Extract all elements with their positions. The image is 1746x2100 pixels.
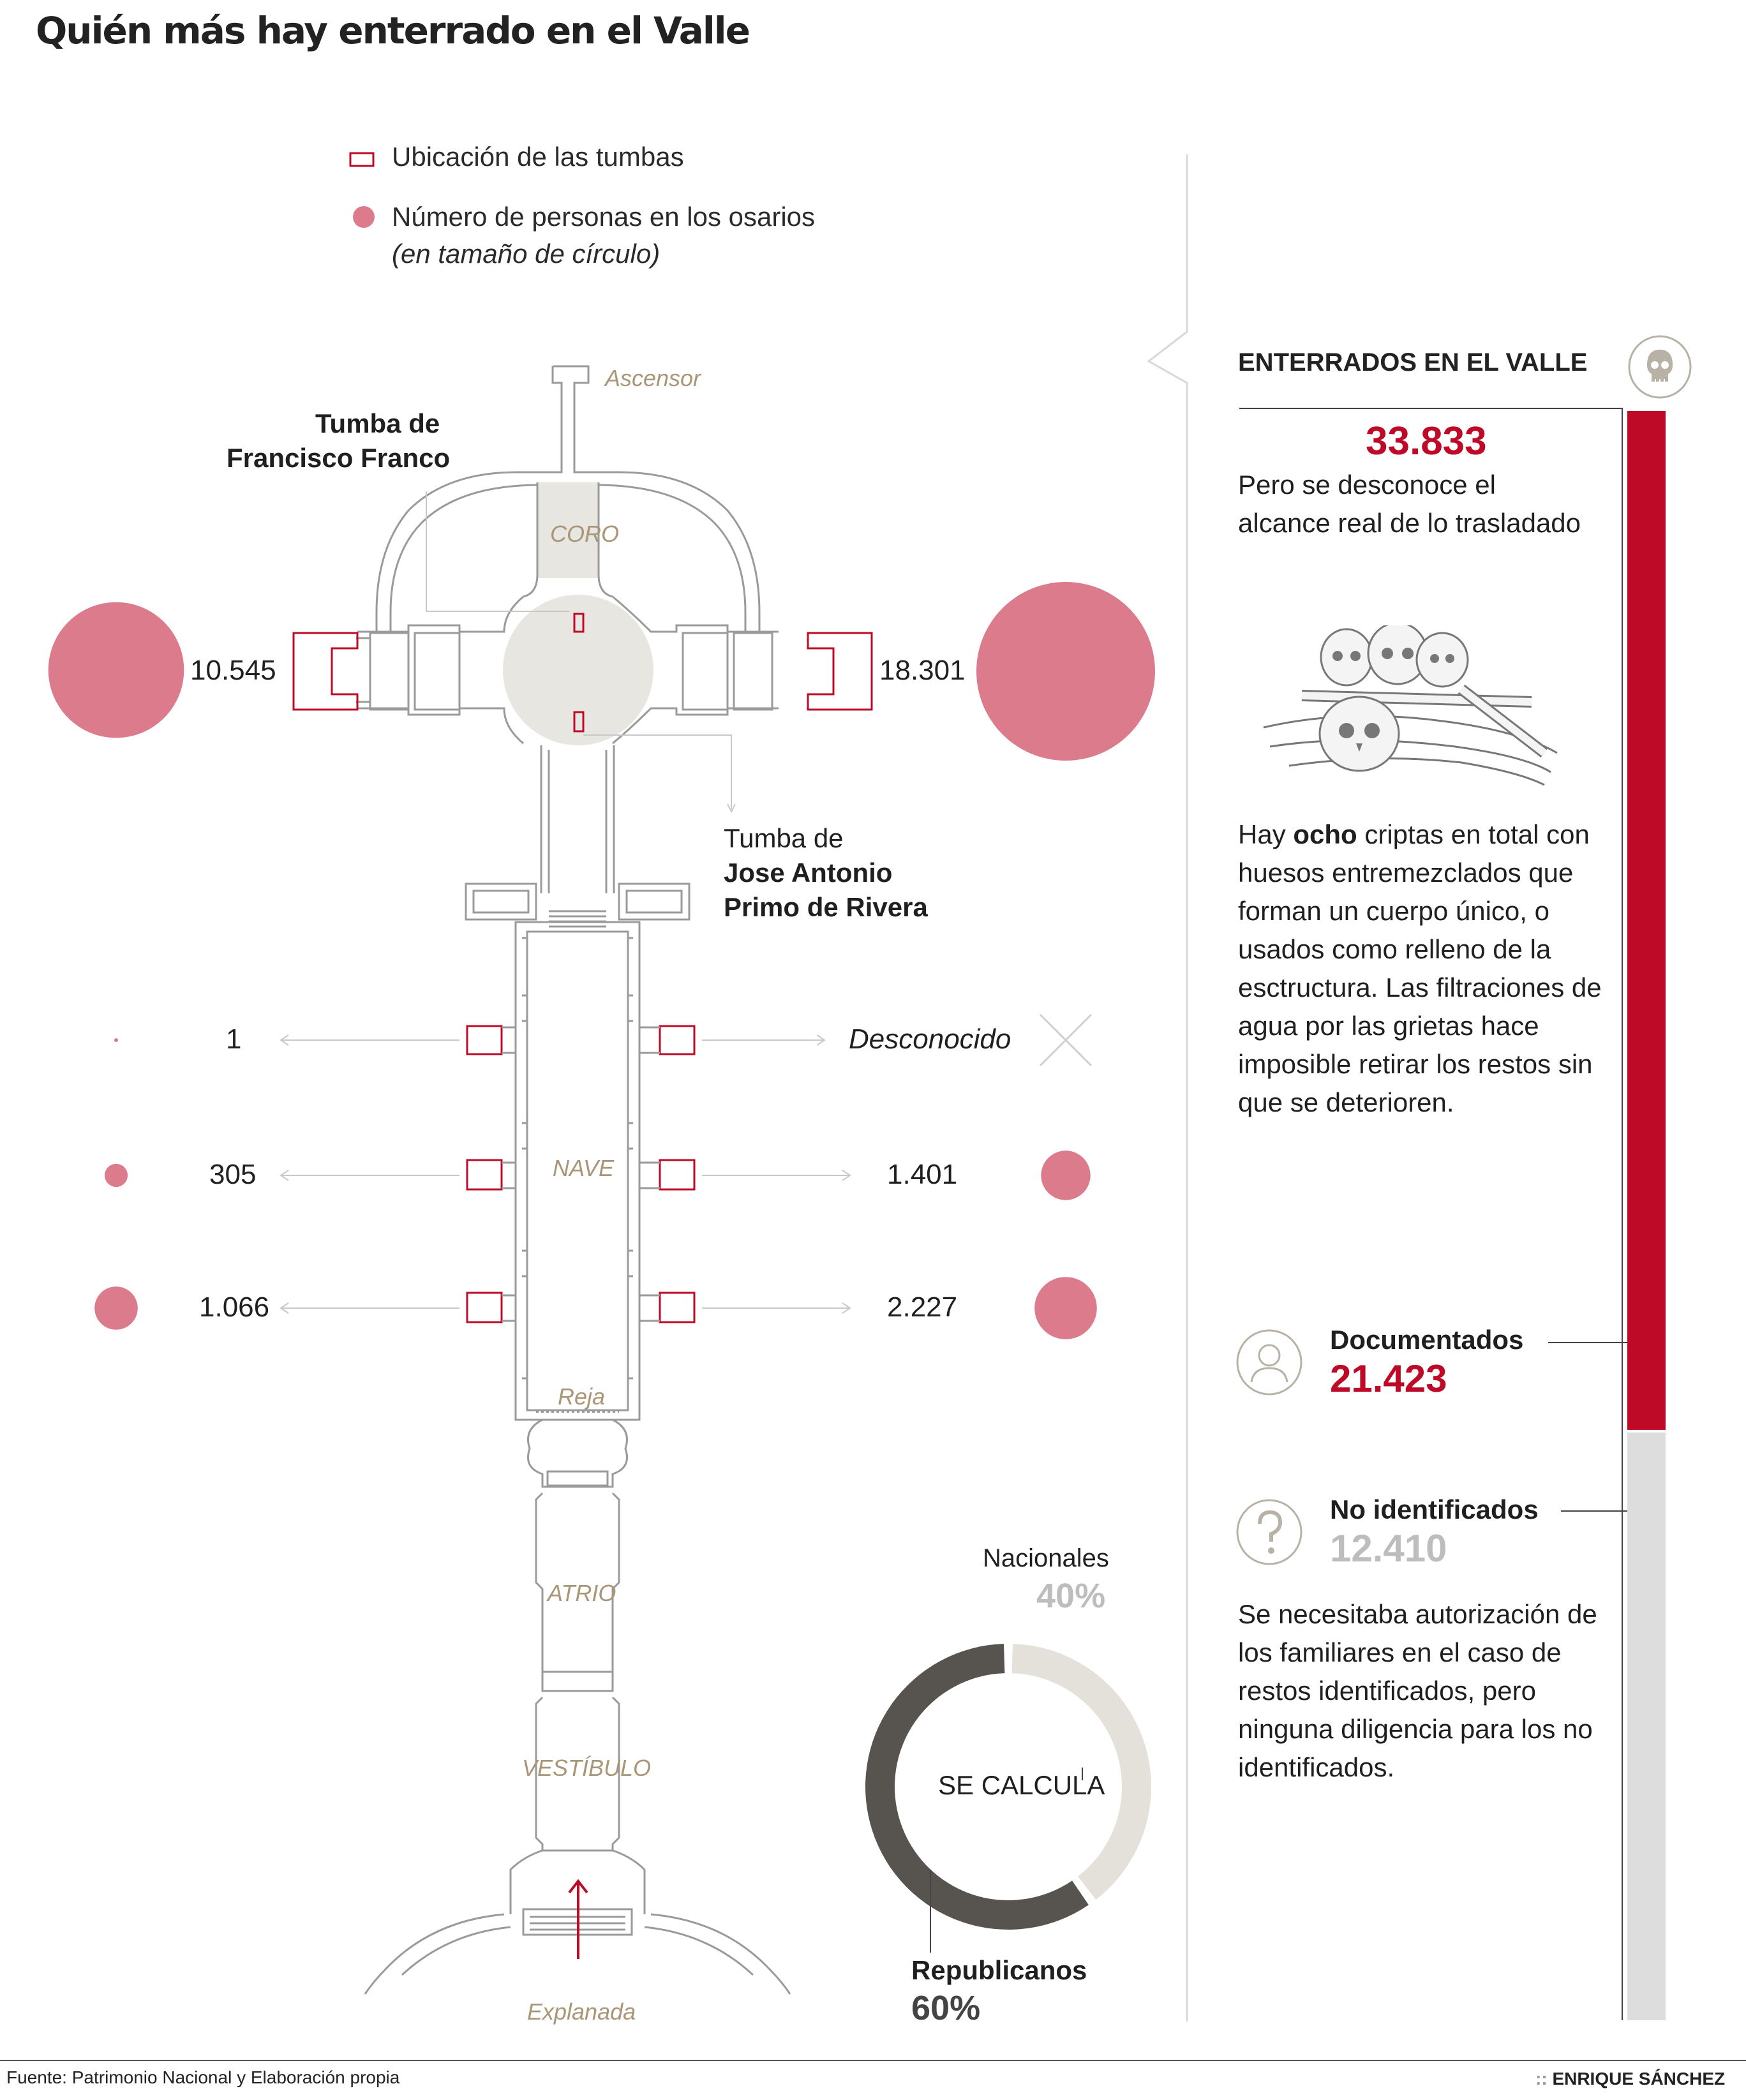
ossuary-circle-east [976,582,1155,761]
total-value: 33.833 [1366,419,1487,463]
ossuary-value-right-row3: 2.227 [887,1292,958,1323]
tomb-left-row3 [467,1293,502,1322]
crossing-dome [503,595,653,745]
tomb-markers [294,614,872,1322]
jose-antonio-label-line1: Tumba de [724,823,844,853]
west-ossuary-marker [294,633,357,710]
nacionales-value: 40% [1036,1577,1106,1615]
documented-label: Documentados [1330,1325,1524,1355]
label-nave: NAVE [553,1155,615,1181]
tomb-left-row1 [467,1026,502,1054]
jose-antonio-label-line2: Jose Antonio [724,858,893,888]
unidentified-label: No identificados [1330,1494,1539,1524]
crypts-paragraph [1238,815,1608,1122]
donut-center-label: SE CALCULA [938,1770,1105,1800]
skull-icon [1625,332,1695,402]
republicanos-leader [919,1787,944,1965]
unidentified-value: 12.410 [1330,1527,1447,1570]
footer-rule [0,2060,1746,2061]
entrance-arrow-icon [569,1881,587,1959]
tomb-right-row2 [660,1160,694,1189]
tomb-left-row2 [467,1160,502,1189]
label-coro: CORO [550,521,619,547]
unknown-cross-icon [1040,1015,1091,1066]
crypts-paragraph-a: Hay [1238,819,1294,849]
legend-tombs-label: Ubicación de las tumbas [392,142,684,172]
crypts-paragraph-emphasis: ocho [1293,819,1357,849]
crypts-paragraph-c: criptas en total con huesos entremezclados que forman un cuerpo único, o usados como relleno de la esctructura. Las filtraciones de agua por las grietas hace imposible retirar los restos sin que se deterioren. [1238,819,1602,1117]
footer-author-name: ENRIQUE SÁNCHEZ [1552,2069,1726,2089]
ossuary-circle-right-row2 [1041,1151,1090,1200]
total-note: Pero se desconoce el alcance real de lo trasladado [1238,470,1581,538]
ossuary-value-left-row3: 1.066 [199,1292,270,1323]
ossuary-value-west: 10.545 [190,655,276,686]
ossuary-value-left-row1: 1 [226,1024,242,1055]
footer-source: Fuente: Patrimonio Nacional y Elaboración propia [6,2067,400,2087]
legend-people-note: (en tamaño de círculo) [392,239,660,269]
ossuary-circle-left-row1 [114,1038,118,1042]
author-prefix-icon: :: [1535,2069,1553,2089]
ossuary-value-east: 18.301 [879,655,966,686]
tomb-right-row3 [660,1293,694,1322]
franco-label-line2: Francisco Franco [227,443,451,473]
bar-segment-documentados [1627,411,1666,1430]
legend-people-label: Número de personas en los osarios [392,202,816,232]
authorization-paragraph: Se necesitaba autorización de los familiares en el caso de restos identificados, pero ninguna diligencia para los no identificados. [1238,1599,1597,1782]
person-icon [1234,1327,1304,1397]
east-ossuary-marker [808,633,872,710]
republicanos-value: 60% [911,1989,981,2027]
jose-antonio-label-line3: Primo de Rivera [724,892,928,922]
sidebar-header: ENTERRADOS EN EL VALLE [1238,348,1588,376]
republicanos-label: Republicanos [911,1955,1087,1985]
ossuary-circle-left-row2 [105,1164,128,1187]
label-reja: Reja [558,1383,606,1410]
page-title: Quién más hay enterrado en el Valle [36,9,750,52]
label-atrio: ATRIO [548,1580,616,1606]
label-explanada: Explanada [527,1999,636,2025]
ossuary-value-right-row1: Desconocido [849,1024,1011,1055]
footer-author [1535,2069,1725,2089]
bones-illustration [1251,625,1570,798]
documented-value: 21.423 [1330,1357,1447,1400]
question-icon [1234,1497,1304,1567]
ossuary-circle-west [48,602,184,738]
ossuary-value-right-row2: 1.401 [887,1159,958,1190]
ossuary-circle-left-row3 [94,1286,138,1330]
label-ascensor: Ascensor [605,365,701,391]
sidebar-divider [1136,147,1200,2029]
franco-label-line1: Tumba de [315,408,440,438]
nacionales-label: Nacionales [983,1544,1109,1572]
label-vestibulo: VESTÍBULO [522,1755,652,1781]
ossuary-circle-right-row3 [1034,1277,1097,1339]
ossuary-value-left-row2: 305 [209,1159,257,1190]
tomb-right-row1 [660,1026,694,1054]
bar-segment-no-identificados [1627,1433,1666,2020]
